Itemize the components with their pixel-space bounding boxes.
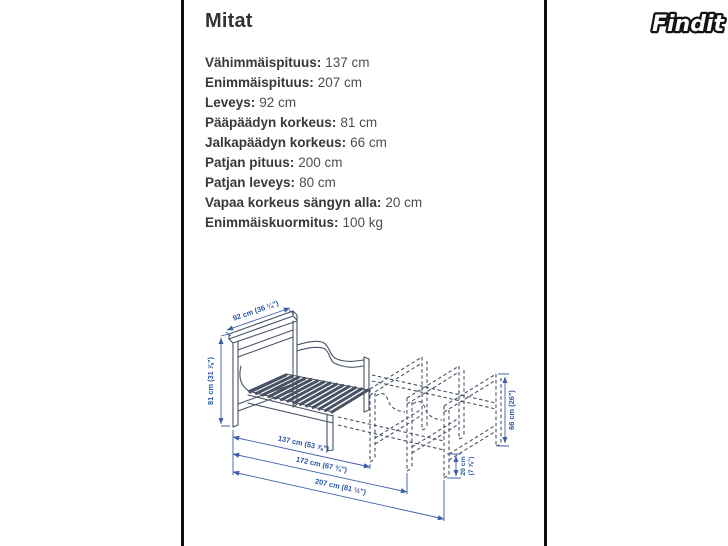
dim-footboard-height-label: 66 cm (26"): [507, 390, 516, 430]
spec-row-max-load: [205, 213, 544, 233]
spec-value: 137 cm: [325, 55, 370, 70]
spec-row-headboard-height: [205, 113, 544, 133]
spec-label: Vapaa korkeus sängyn alla:: [205, 195, 382, 210]
bed-dimensions-diagram: [182, 265, 547, 546]
spec-row-min-length: [205, 53, 544, 73]
dim-headboard-height-label: 81 cm (31 ⅞"): [206, 357, 215, 405]
spec-row-clearance: [205, 193, 544, 213]
dim-max-length-label: 207 cm (81 ½"): [314, 476, 367, 497]
extension-guard-rail-1: [376, 393, 405, 412]
spec-value: 20 cm: [385, 195, 423, 210]
dim-min-length-label: 137 cm (53 ⅞"): [277, 433, 330, 454]
dim-width-label: 92 cm (36 ¼"): [231, 298, 280, 323]
findit-logo-text: Findit: [651, 12, 725, 37]
spec-label: Patjan leveys:: [205, 175, 296, 190]
footboard-position-1: [370, 357, 427, 462]
spec-value: 100 kg: [342, 215, 384, 230]
spec-value: 200 cm: [298, 155, 343, 170]
spec-row-mattress-width: [205, 173, 544, 193]
dim-clearance-label-line2: (7 ⅞"): [468, 456, 475, 476]
page-title: Mitat: [205, 10, 253, 32]
spec-value: 66 cm: [350, 135, 387, 150]
spec-label: Leveys:: [205, 95, 256, 110]
dim-clearance-label-line1: 20 cm: [460, 456, 467, 476]
spec-list: [205, 53, 544, 233]
spec-label: Enimmäispituus:: [205, 75, 314, 90]
headboard: [229, 311, 297, 427]
bed-solid-outline: [229, 311, 369, 451]
spec-value: 80 cm: [299, 175, 336, 190]
findit-logo[interactable]: [648, 4, 728, 42]
spec-row-max-length: [205, 73, 544, 93]
dim-line-max-length: [233, 472, 444, 519]
spec-label: Vähimmäispituus:: [205, 55, 322, 70]
spec-row-width: [205, 93, 544, 113]
spec-label: Jalkapäädyn korkeus:: [205, 135, 347, 150]
spec-value: 81 cm: [340, 115, 378, 130]
spec-label: Patjan pituus:: [205, 155, 295, 170]
dim-mid-length-label: 172 cm (67 ¾"): [295, 454, 348, 475]
spec-value: 92 cm: [259, 95, 297, 110]
bed-extension-dashed: [338, 357, 501, 478]
spec-row-mattress-length: [205, 153, 544, 173]
spec-row-footboard-height: [205, 133, 544, 153]
spec-label: Enimmäiskuormitus:: [205, 215, 339, 230]
spec-value: 207 cm: [317, 75, 363, 90]
spec-label: Pääpäädyn korkeus:: [205, 115, 337, 130]
